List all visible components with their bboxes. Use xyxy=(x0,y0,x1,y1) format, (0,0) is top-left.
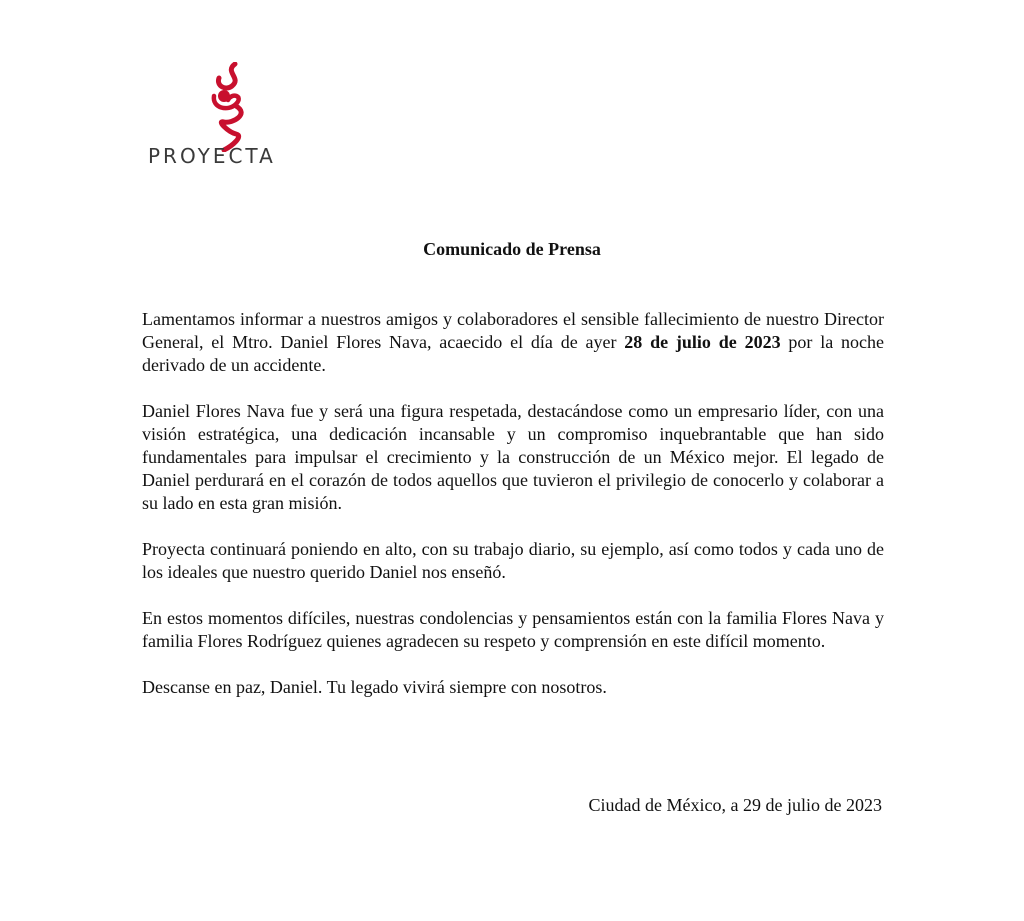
paragraph-tribute: Daniel Flores Nava fue y será una figura respetada, destacándose como un empresario líder, con una visión estratégica, una dedicación incansable y un compromiso inquebrantable que han sido fundamentales para impulsar el crecimiento y la construcción de un México mejor. El legado de Daniel perdurará en el corazón de todos aquellos que tuvieron el privilegio de conocerlo y colaborar a su lado en esta gran misión. xyxy=(142,401,884,513)
document-body xyxy=(142,308,884,722)
paragraph-condolences: En estos momentos difíciles, nuestras condolencias y pensamientos están con la familia Flores Nava y familia Flores Rodríguez quienes agradecen su respeto y comprensión en este difícil momento. xyxy=(142,608,884,651)
paragraph-legacy: Proyecta continuará poniendo en alto, con su trabajo diario, su ejemplo, así como todos y cada uno de los ideales que nuestro querido Daniel nos enseñó. xyxy=(142,539,884,582)
logo-wordmark: PROYECTA xyxy=(148,144,276,168)
bold-date: 28 de julio de 2023 xyxy=(624,332,781,352)
document-title: Comunicado de Prensa xyxy=(423,239,601,259)
place-and-date: Ciudad de México, a 29 de julio de 2023 xyxy=(588,795,882,815)
paragraph-text: Lamentamos informar a nuestros amigos y colaboradores el sensible fallecimiento de nuestro Director General, el Mtro. Daniel Flores Nava, acaecido el día de ayer xyxy=(142,309,884,352)
paragraph-text: por la noche derivado de un accidente. xyxy=(142,332,884,375)
proyecta-swirl-logo-icon xyxy=(202,62,262,152)
paragraph-announcement xyxy=(142,308,884,377)
paragraph-farewell: Descanse en paz, Daniel. Tu legado vivirá siempre con nosotros. xyxy=(142,677,607,697)
company-logo xyxy=(142,62,342,172)
